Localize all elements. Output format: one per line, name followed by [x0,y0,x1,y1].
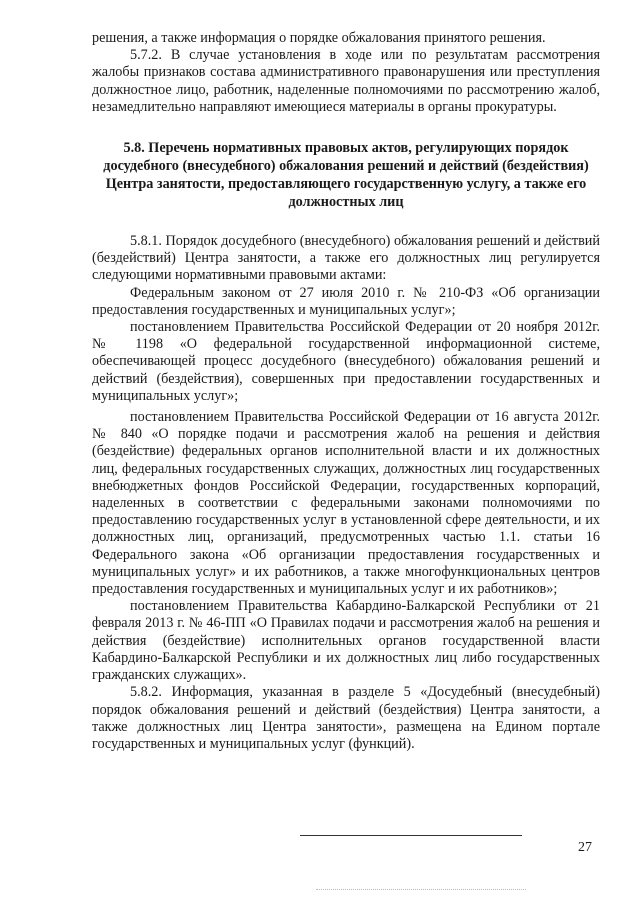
paragraph-resolution-840: постановлением Правительства Российской Федерации от 16 августа 2012г. № 840 «О порядке подачи и рассмотрения жалоб на решения и действия (бездействие) федеральных органов исполнительной власти и их должностных лиц, федеральных государственных служащих, должностных лиц государственных внебюджетных фондов Российской Федерации, государственных корпораций, наделенных в соответствии с федеральными законами полномочиями по предоставлению государственных услуг в установленной сфере деятельности, и их должностных лиц, организаций, предусмотренных частью 1.1. статьи 16 Федерального закона «Об организации предоставления государственных и муниципальных услуг» и их работников, а также многофункциональных центров предоставления государственных и муниципальных услуг и их работников»; [92,409,600,598]
scan-artifact-line [316,889,526,890]
paragraph-5-8-2: 5.8.2. Информация, указанная в разделе 5 «Досудебный (внесудебный) порядок обжалования решений и действий (бездействия) Центра занятости, а также должностных лиц Центра занятости», размещена на Едином портале государственных и муниципальных услуг (функций). [92,684,600,752]
paragraph-5-8-1: 5.8.1. Порядок досудебного (внесудебного) обжалования решений и действий (бездействий) Центра занятости, а также его должностных лиц регулируется следующими нормативными правовыми актами: [92,233,600,284]
section-heading-5-8: 5.8. Перечень нормативных правовых актов, регулирующих порядок досудебного (внесудебного) обжалования решений и действий (бездействия) Центра занятости, предоставляющего государственную услугу, а также его должностных лиц [103,140,589,211]
paragraph-resolution-46pp: постановлением Правительства Кабардино-Балкарской Республики от 21 февраля 2013 г. № 46-ПП «О Правилах подачи и рассмотрения жалоб на решения и действия (бездействие) исполнительных органов государственной власти Кабардино-Балкарской Республики и их должностных лиц либо государственных гражданских служащих». [92,598,600,684]
document-page [92,30,600,753]
paragraph-resolution-1198: постановлением Правительства Российской Федерации от 20 ноября 2012г. № 1198 «О федеральной государственной информационной системе, обеспечивающей процесс досудебного (внесудебного) обжалования решений и действий (бездействия), совершенных при предоставлении государственных и муниципальных услуг»; [92,319,600,404]
paragraph-federal-law: Федеральным законом от 27 июля 2010 г. № 210-ФЗ «Об организации предоставления государственных и муниципальных услуг»; [92,284,600,318]
footer-rule [300,835,522,836]
paragraph-continuation: решения, а также информация о порядке обжалования принятого решения. [92,30,546,46]
paragraph-5-7-2: 5.7.2. В случае установления в ходе или по результатам рассмотрения жалобы признаков состава административного правонарушения или преступления должностное лицо, работник, наделенные полномочиями по рассмотрению жалоб, незамедлительно направляют имеющиеся материалы в органы прокуратуры. [92,47,600,115]
page-number: 27 [578,840,592,855]
